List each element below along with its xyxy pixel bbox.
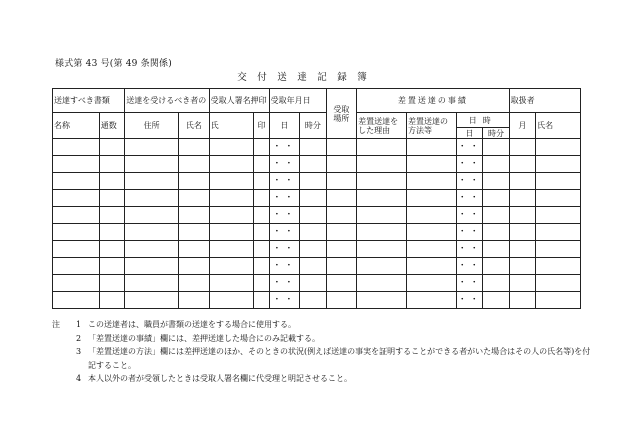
table-cell[interactable] bbox=[125, 190, 179, 207]
table-row bbox=[53, 292, 581, 309]
table-row bbox=[53, 173, 581, 190]
table-cell[interactable] bbox=[254, 156, 269, 173]
table-cell[interactable] bbox=[326, 207, 357, 224]
table-cell[interactable] bbox=[254, 207, 269, 224]
table-cell[interactable] bbox=[99, 292, 124, 309]
table-row bbox=[53, 156, 581, 173]
table-cell[interactable] bbox=[509, 292, 535, 309]
table-cell[interactable] bbox=[326, 190, 357, 207]
table-cell[interactable] bbox=[209, 241, 254, 258]
table-cell[interactable] bbox=[99, 275, 124, 292]
table-cell[interactable] bbox=[125, 173, 179, 190]
table-cell[interactable] bbox=[536, 224, 581, 241]
table-cell[interactable] bbox=[53, 258, 100, 275]
table-cell[interactable] bbox=[125, 258, 179, 275]
table-cell[interactable] bbox=[300, 156, 326, 173]
table-row bbox=[53, 190, 581, 207]
note-number: 1 bbox=[76, 320, 82, 329]
table-cell[interactable] bbox=[99, 173, 124, 190]
date-received-cell[interactable]: ・・ bbox=[269, 241, 300, 258]
table-row bbox=[53, 224, 581, 241]
header-signature: 受取人署名押印 bbox=[209, 89, 269, 113]
table-cell[interactable] bbox=[509, 139, 535, 156]
table-cell[interactable] bbox=[300, 241, 326, 258]
table-cell[interactable] bbox=[254, 292, 269, 309]
table-cell[interactable] bbox=[536, 275, 581, 292]
table-cell[interactable] bbox=[536, 173, 581, 190]
title-char: 送 bbox=[277, 72, 287, 83]
table-cell[interactable] bbox=[53, 275, 100, 292]
table-cell[interactable] bbox=[53, 292, 100, 309]
table-cell[interactable] bbox=[483, 241, 509, 258]
table-cell[interactable] bbox=[53, 207, 100, 224]
header-time: 時分 bbox=[300, 113, 326, 139]
substitute-date-cell[interactable]: ・・ bbox=[456, 292, 482, 309]
table-cell[interactable] bbox=[99, 139, 124, 156]
date-received-cell[interactable]: ・・ bbox=[269, 258, 300, 275]
table-cell[interactable] bbox=[536, 139, 581, 156]
table-cell[interactable] bbox=[509, 207, 535, 224]
table-cell[interactable] bbox=[53, 190, 100, 207]
table-cell[interactable] bbox=[406, 292, 456, 309]
substitute-date-cell[interactable]: ・・ bbox=[456, 156, 482, 173]
table-cell[interactable] bbox=[179, 292, 210, 309]
table-cell[interactable] bbox=[125, 275, 179, 292]
table-cell[interactable] bbox=[179, 139, 210, 156]
table-cell[interactable] bbox=[509, 190, 535, 207]
table-cell[interactable] bbox=[179, 173, 210, 190]
table-cell[interactable] bbox=[483, 156, 509, 173]
table-cell[interactable] bbox=[536, 241, 581, 258]
table-cell[interactable] bbox=[300, 292, 326, 309]
header-datetime: 日時 bbox=[456, 113, 509, 128]
table-cell[interactable] bbox=[406, 224, 456, 241]
substitute-date-cell[interactable]: ・・ bbox=[456, 258, 482, 275]
table-cell[interactable] bbox=[536, 258, 581, 275]
title-char: 達 bbox=[297, 72, 307, 83]
title-char: 交 bbox=[237, 72, 247, 83]
date-received-cell[interactable]: ・・ bbox=[269, 292, 300, 309]
substitute-date-cell[interactable]: ・・ bbox=[456, 241, 482, 258]
table-cell[interactable] bbox=[483, 207, 509, 224]
header-substitute-reason: 差置送達をした理由 bbox=[357, 113, 407, 139]
table-cell[interactable] bbox=[125, 241, 179, 258]
title-char: 記 bbox=[317, 72, 327, 83]
table-cell[interactable] bbox=[357, 258, 407, 275]
table-cell[interactable] bbox=[53, 173, 100, 190]
table-cell[interactable] bbox=[406, 190, 456, 207]
table-cell[interactable] bbox=[300, 139, 326, 156]
table-cell[interactable] bbox=[300, 207, 326, 224]
table-row bbox=[53, 275, 581, 292]
table-cell[interactable] bbox=[357, 292, 407, 309]
table-cell[interactable] bbox=[326, 292, 357, 309]
table-cell[interactable] bbox=[125, 139, 179, 156]
title-char: 簿 bbox=[357, 72, 367, 83]
date-received-cell[interactable]: ・・ bbox=[269, 139, 300, 156]
table-cell[interactable] bbox=[536, 207, 581, 224]
table-cell[interactable] bbox=[53, 156, 100, 173]
table-cell[interactable] bbox=[254, 275, 269, 292]
header-day: 日 bbox=[269, 113, 300, 139]
table-cell[interactable] bbox=[209, 156, 254, 173]
date-received-cell[interactable]: ・・ bbox=[269, 190, 300, 207]
table-cell[interactable] bbox=[209, 292, 254, 309]
table-cell[interactable] bbox=[357, 207, 407, 224]
header-copies: 通数 bbox=[99, 113, 124, 139]
note-text: 「差置送達の事績」欄には、差押送達した場合にのみ記載する。 bbox=[88, 333, 320, 343]
table-cell[interactable] bbox=[406, 241, 456, 258]
table-cell[interactable] bbox=[509, 275, 535, 292]
header-seal: 印 bbox=[254, 113, 269, 139]
note-number: 3 bbox=[76, 347, 82, 357]
table-cell[interactable] bbox=[509, 258, 535, 275]
table-cell[interactable] bbox=[99, 190, 124, 207]
form-number: 様式第 43 号(第 49 条関係) bbox=[55, 59, 172, 69]
table-cell[interactable] bbox=[326, 275, 357, 292]
table-cell[interactable] bbox=[509, 224, 535, 241]
note-item bbox=[52, 372, 592, 386]
table-cell[interactable] bbox=[300, 190, 326, 207]
table-cell[interactable] bbox=[254, 241, 269, 258]
table-cell[interactable] bbox=[326, 241, 357, 258]
document-title bbox=[232, 69, 372, 83]
note-number: 2 bbox=[76, 333, 82, 343]
substitute-date-cell[interactable]: ・・ bbox=[456, 173, 482, 190]
table-cell[interactable] bbox=[254, 258, 269, 275]
table-cell[interactable] bbox=[179, 207, 210, 224]
table-cell[interactable] bbox=[483, 292, 509, 309]
header-doc-to-serve: 送達すべき書類 bbox=[53, 89, 125, 113]
table-cell[interactable] bbox=[209, 258, 254, 275]
table-cell[interactable] bbox=[125, 207, 179, 224]
substitute-date-cell[interactable]: ・・ bbox=[456, 275, 482, 292]
title-char: 録 bbox=[337, 72, 347, 83]
table-row bbox=[53, 258, 581, 275]
table-cell[interactable] bbox=[357, 139, 407, 156]
title-char: 付 bbox=[257, 72, 267, 83]
table-cell[interactable] bbox=[483, 139, 509, 156]
delivery-record-table bbox=[52, 88, 581, 309]
table-cell[interactable] bbox=[483, 224, 509, 241]
table-cell[interactable] bbox=[209, 190, 254, 207]
table-cell[interactable] bbox=[53, 224, 100, 241]
table-cell[interactable] bbox=[99, 224, 124, 241]
substitute-date-cell[interactable]: ・・ bbox=[456, 190, 482, 207]
table-cell[interactable] bbox=[357, 275, 407, 292]
table-cell[interactable] bbox=[357, 190, 407, 207]
table-cell[interactable] bbox=[326, 258, 357, 275]
note-item bbox=[52, 332, 592, 346]
header-substitute-method: 差置送達の方法等 bbox=[406, 113, 456, 139]
date-received-cell[interactable]: ・・ bbox=[269, 173, 300, 190]
table-cell[interactable] bbox=[536, 292, 581, 309]
notes-label: 注 bbox=[52, 320, 60, 329]
table-cell[interactable] bbox=[53, 139, 100, 156]
table-cell[interactable] bbox=[254, 224, 269, 241]
header-exec-day: 日 bbox=[456, 128, 482, 139]
table-cell[interactable] bbox=[357, 156, 407, 173]
table-cell[interactable] bbox=[509, 173, 535, 190]
table-cell[interactable] bbox=[300, 224, 326, 241]
header-handler-name: 氏名 bbox=[536, 113, 581, 139]
table-cell[interactable] bbox=[483, 258, 509, 275]
table-cell[interactable] bbox=[509, 156, 535, 173]
table-cell[interactable] bbox=[209, 207, 254, 224]
table-cell[interactable] bbox=[326, 156, 357, 173]
table-cell[interactable] bbox=[406, 173, 456, 190]
table-cell[interactable] bbox=[179, 275, 210, 292]
date-received-cell[interactable]: ・・ bbox=[269, 224, 300, 241]
table-cell[interactable] bbox=[99, 241, 124, 258]
table-cell[interactable] bbox=[99, 258, 124, 275]
table-cell[interactable] bbox=[536, 190, 581, 207]
table-cell[interactable] bbox=[406, 207, 456, 224]
note-text: 「差置送達の方法」欄には差押送達のほか、そのときの状況(例えば送達の事実を証明することができる者がいた場合はその人の氏名等)を付記すること。 bbox=[88, 347, 591, 370]
note-text: 本人以外の者が受領したときは受取人署名欄に代受理と明記させること。 bbox=[88, 374, 352, 384]
date-received-cell[interactable]: ・・ bbox=[269, 275, 300, 292]
table-cell[interactable] bbox=[209, 139, 254, 156]
header-family-name: 氏 bbox=[209, 113, 254, 139]
table-cell[interactable] bbox=[179, 241, 210, 258]
table-cell[interactable] bbox=[483, 275, 509, 292]
table-cell[interactable] bbox=[209, 224, 254, 241]
table-cell[interactable] bbox=[254, 139, 269, 156]
table-cell[interactable] bbox=[406, 258, 456, 275]
table-header bbox=[53, 89, 581, 139]
table-cell[interactable] bbox=[300, 258, 326, 275]
substitute-date-cell[interactable]: ・・ bbox=[456, 207, 482, 224]
table-cell[interactable] bbox=[483, 173, 509, 190]
table-cell[interactable] bbox=[326, 139, 357, 156]
header-handler-month-day: 月 bbox=[509, 113, 535, 139]
table-cell[interactable] bbox=[209, 275, 254, 292]
table-cell[interactable] bbox=[179, 156, 210, 173]
table-cell[interactable] bbox=[326, 224, 357, 241]
table-cell[interactable] bbox=[300, 173, 326, 190]
header-handler: 取扱者 bbox=[509, 89, 580, 113]
table-cell[interactable] bbox=[509, 241, 535, 258]
table-cell[interactable] bbox=[99, 207, 124, 224]
header-substitute-details: 差置送達の事績 bbox=[357, 89, 510, 113]
note-text: この送達者は、職員が書類の送達をする場合に使用する。 bbox=[88, 320, 296, 329]
table-cell[interactable] bbox=[125, 224, 179, 241]
note-item bbox=[52, 318, 592, 332]
table-cell[interactable] bbox=[179, 224, 210, 241]
table-cell[interactable] bbox=[179, 258, 210, 275]
table-cell[interactable] bbox=[357, 241, 407, 258]
table-row bbox=[53, 207, 581, 224]
notes-section bbox=[52, 318, 592, 386]
table-cell[interactable] bbox=[300, 275, 326, 292]
date-received-cell[interactable]: ・・ bbox=[269, 207, 300, 224]
date-received-cell[interactable]: ・・ bbox=[269, 156, 300, 173]
header-address: 住所 bbox=[125, 113, 179, 139]
table-cell[interactable] bbox=[53, 241, 100, 258]
table-cell[interactable] bbox=[483, 190, 509, 207]
header-date-received: 受取年月日 bbox=[269, 89, 326, 113]
table-cell[interactable] bbox=[326, 173, 357, 190]
table-cell[interactable] bbox=[179, 190, 210, 207]
table-cell[interactable] bbox=[125, 156, 179, 173]
table-cell[interactable] bbox=[406, 156, 456, 173]
table-cell[interactable] bbox=[406, 139, 456, 156]
table-row bbox=[53, 139, 581, 156]
table-body bbox=[53, 139, 581, 309]
note-item bbox=[52, 345, 592, 372]
header-exec-time: 時分 bbox=[483, 128, 509, 139]
header-recipient: 送達を受けるべき者の bbox=[125, 89, 209, 113]
table-cell[interactable] bbox=[254, 173, 269, 190]
table-cell[interactable] bbox=[406, 275, 456, 292]
table-row bbox=[53, 241, 581, 258]
table-cell[interactable] bbox=[536, 156, 581, 173]
header-name: 名称 bbox=[53, 113, 100, 139]
table-cell[interactable] bbox=[125, 292, 179, 309]
table-cell[interactable] bbox=[99, 156, 124, 173]
table-cell[interactable] bbox=[357, 173, 407, 190]
table-cell[interactable] bbox=[357, 224, 407, 241]
substitute-date-cell[interactable]: ・・ bbox=[456, 139, 482, 156]
header-person-name: 氏名 bbox=[179, 113, 210, 139]
header-place-received: 受取場所 bbox=[326, 89, 357, 139]
table-cell[interactable] bbox=[209, 173, 254, 190]
note-number: 4 bbox=[76, 374, 82, 384]
substitute-date-cell[interactable]: ・・ bbox=[456, 224, 482, 241]
table-cell[interactable] bbox=[254, 190, 269, 207]
